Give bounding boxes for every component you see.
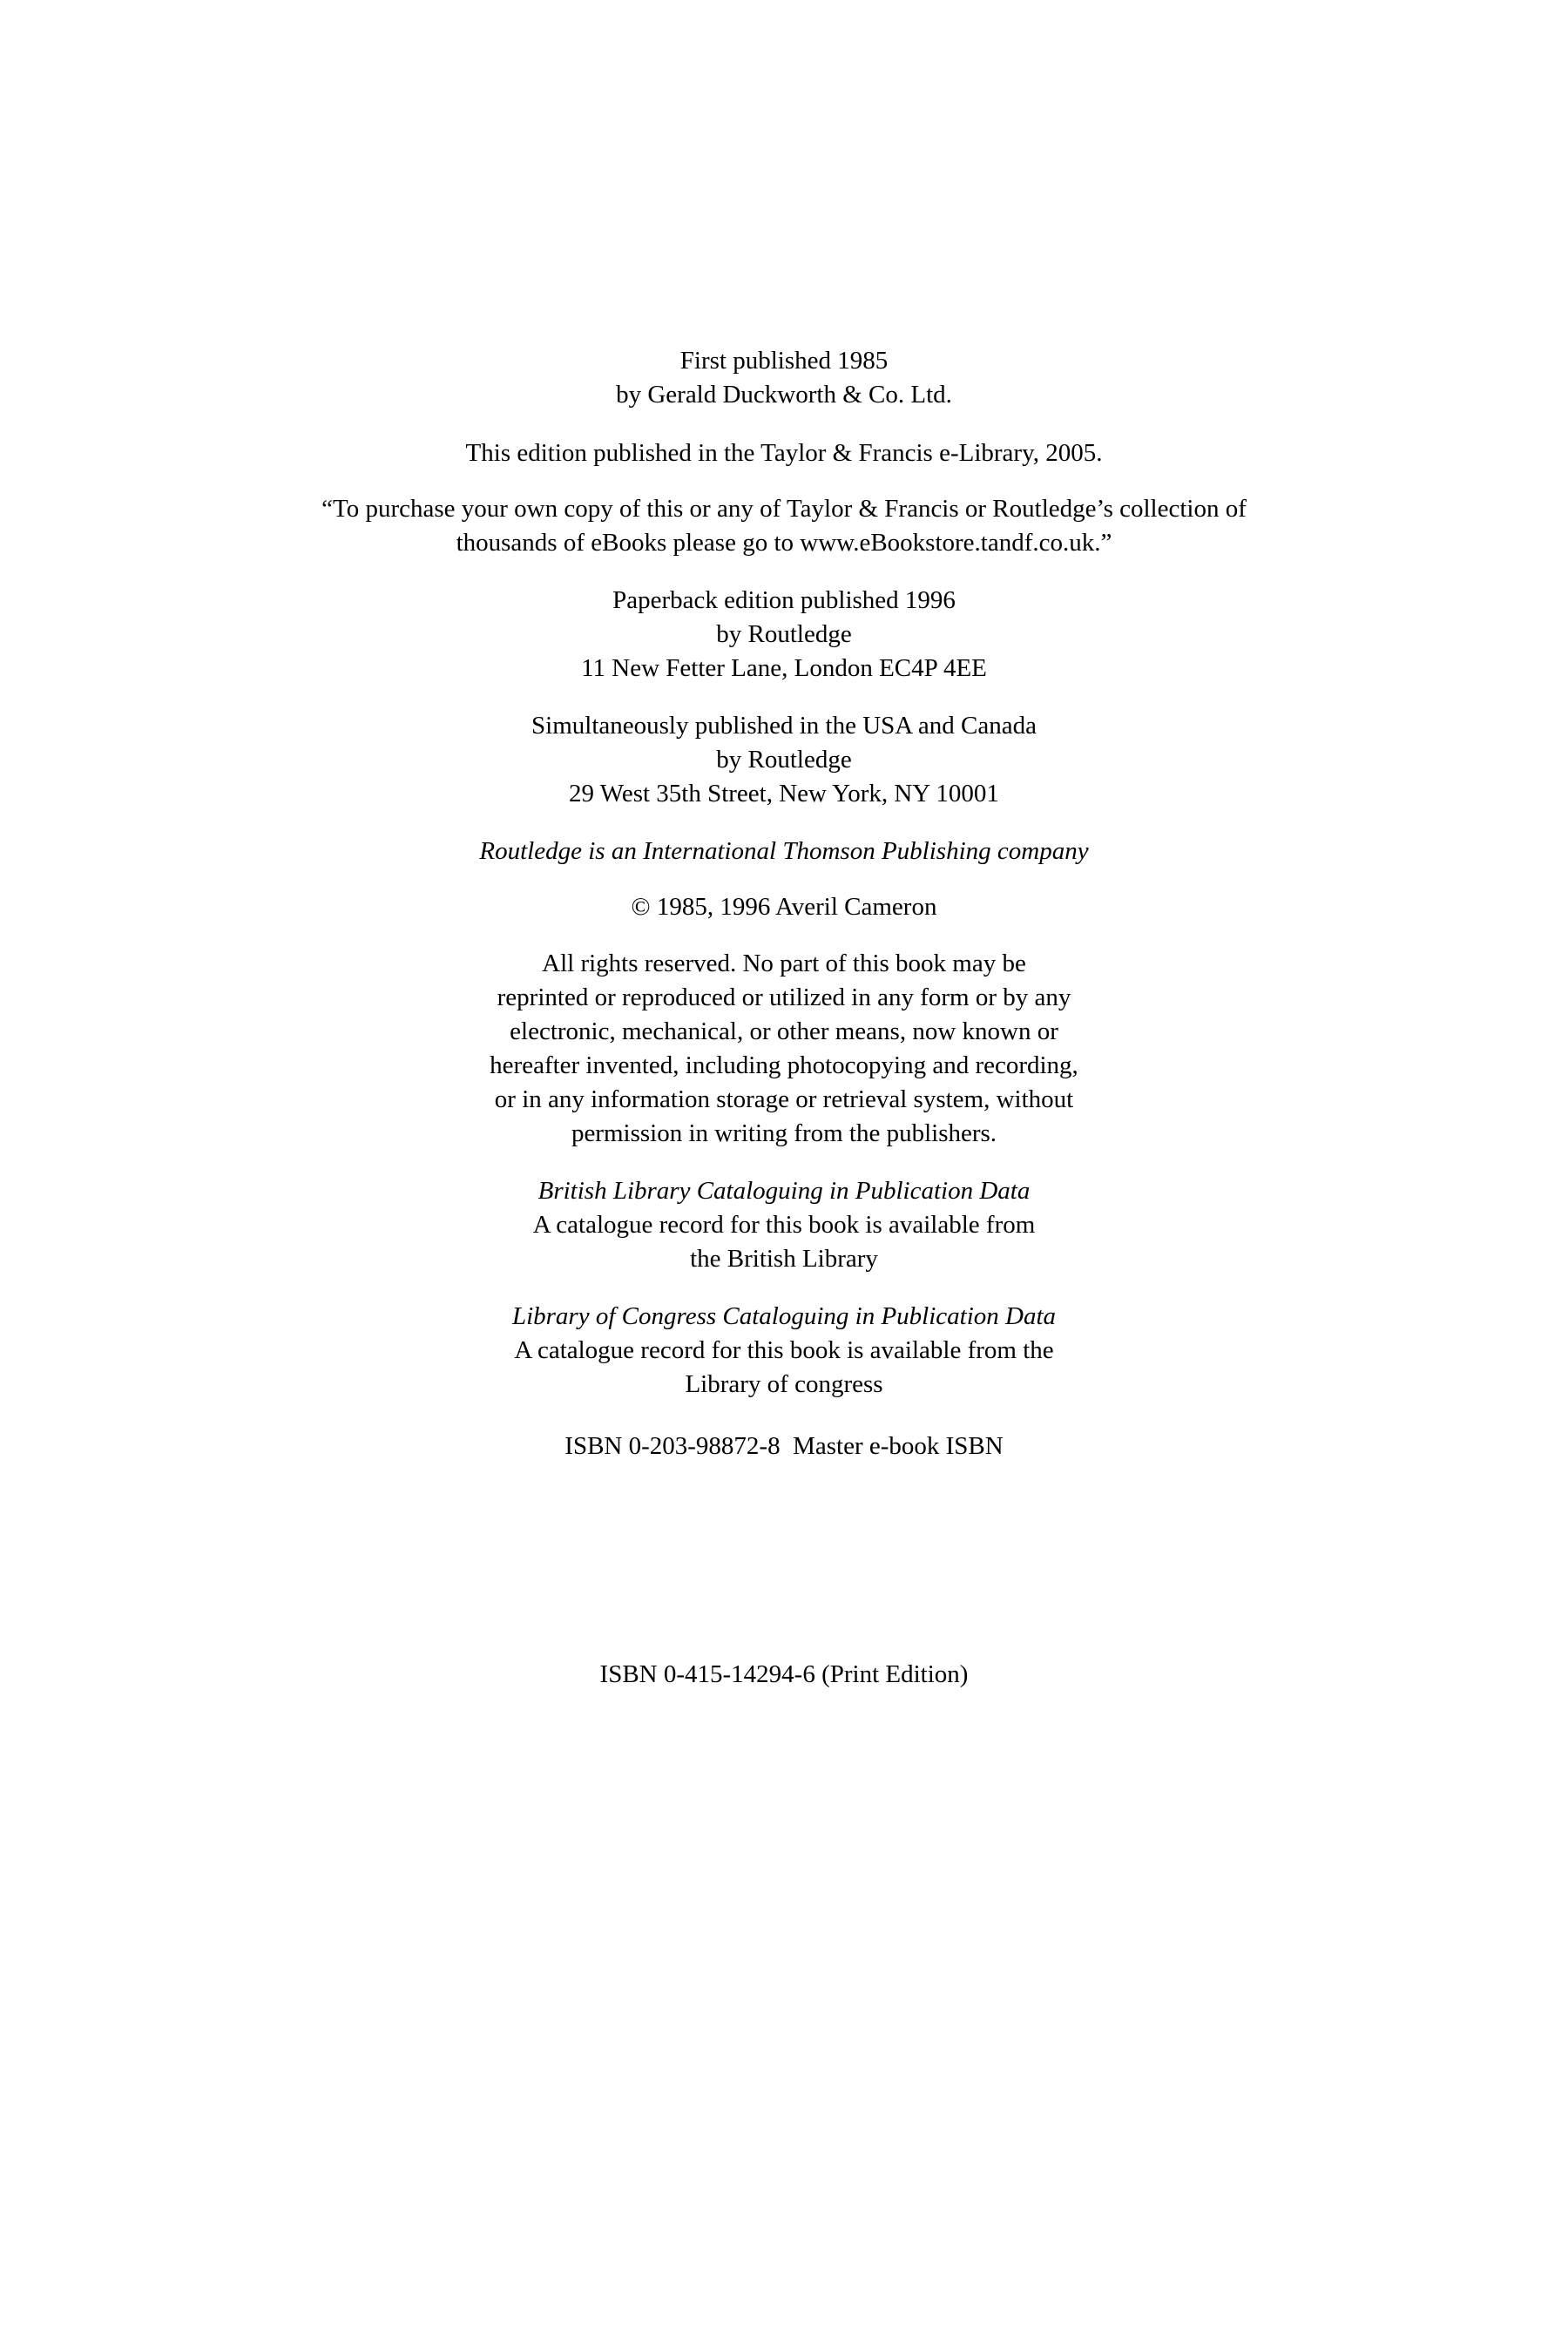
this-edition-block bbox=[0, 436, 1568, 470]
rights-block bbox=[0, 947, 1568, 1151]
british-library-line: the British Library bbox=[690, 1245, 878, 1273]
purchase-note-line: “To purchase your own copy of this or any of Taylor & Francis or Routledge’s collection of bbox=[321, 495, 1247, 523]
first-publisher-line: by Gerald Duckworth & Co. Ltd. bbox=[616, 381, 952, 409]
paperback-address-line: 11 New Fetter Lane, London EC4P 4EE bbox=[581, 654, 987, 682]
copyright-block bbox=[0, 890, 1568, 924]
rights-line: All rights reserved. No part of this book may be bbox=[542, 950, 1026, 977]
british-library-heading: British Library Cataloguing in Publication Data bbox=[537, 1177, 1031, 1205]
usa-canada-address-line: 29 West 35th Street, New York, NY 10001 bbox=[569, 780, 999, 808]
paperback-edition-line: Paperback edition published 1996 bbox=[612, 586, 956, 614]
library-of-congress-block bbox=[0, 1300, 1568, 1402]
usa-canada-line: Simultaneously published in the USA and Canada bbox=[531, 712, 1037, 740]
library-of-congress-heading: Library of Congress Cataloguing in Publication Data bbox=[511, 1302, 1057, 1330]
library-of-congress-line: A catalogue record for this book is available from the bbox=[514, 1336, 1054, 1364]
itp-note-block bbox=[0, 835, 1568, 868]
rights-line: reprinted or reproduced or utilized in any form or by any bbox=[497, 983, 1071, 1011]
usa-canada-block bbox=[0, 709, 1568, 811]
british-library-block bbox=[0, 1174, 1568, 1276]
itp-note-line: Routledge is an International Thomson Publishing company bbox=[479, 837, 1089, 865]
purchase-note-line: thousands of eBooks please go to www.eBookstore.tandf.co.uk.” bbox=[456, 529, 1112, 557]
library-of-congress-line: Library of congress bbox=[685, 1370, 883, 1398]
purchase-note-block bbox=[0, 492, 1568, 560]
rights-line: hereafter invented, including photocopying and recording, bbox=[490, 1051, 1078, 1079]
usa-canada-publisher-line: by Routledge bbox=[716, 746, 852, 774]
rights-line: or in any information storage or retrieval system, without bbox=[494, 1085, 1074, 1113]
paperback-publisher-line: by Routledge bbox=[716, 620, 852, 648]
isbn-ebook-line: ISBN 0-203-98872-8 Master e-book ISBN bbox=[564, 1432, 1004, 1460]
isbn-ebook-block bbox=[0, 1429, 1568, 1463]
rights-line: permission in writing from the publishers. bbox=[571, 1119, 997, 1147]
british-library-line: A catalogue record for this book is available from bbox=[532, 1211, 1036, 1239]
isbn-print-block bbox=[0, 1658, 1568, 1692]
paperback-edition-block bbox=[0, 584, 1568, 686]
this-edition-line: This edition published in the Taylor & Francis e-Library, 2005. bbox=[465, 439, 1103, 467]
first-published-block bbox=[0, 344, 1568, 412]
first-published-line: First published 1985 bbox=[679, 347, 889, 375]
isbn-print-line: ISBN 0-415-14294-6 (Print Edition) bbox=[599, 1660, 969, 1688]
copyright-line: © 1985, 1996 Averil Cameron bbox=[631, 893, 937, 921]
rights-line: electronic, mechanical, or other means, now known or bbox=[510, 1017, 1058, 1045]
